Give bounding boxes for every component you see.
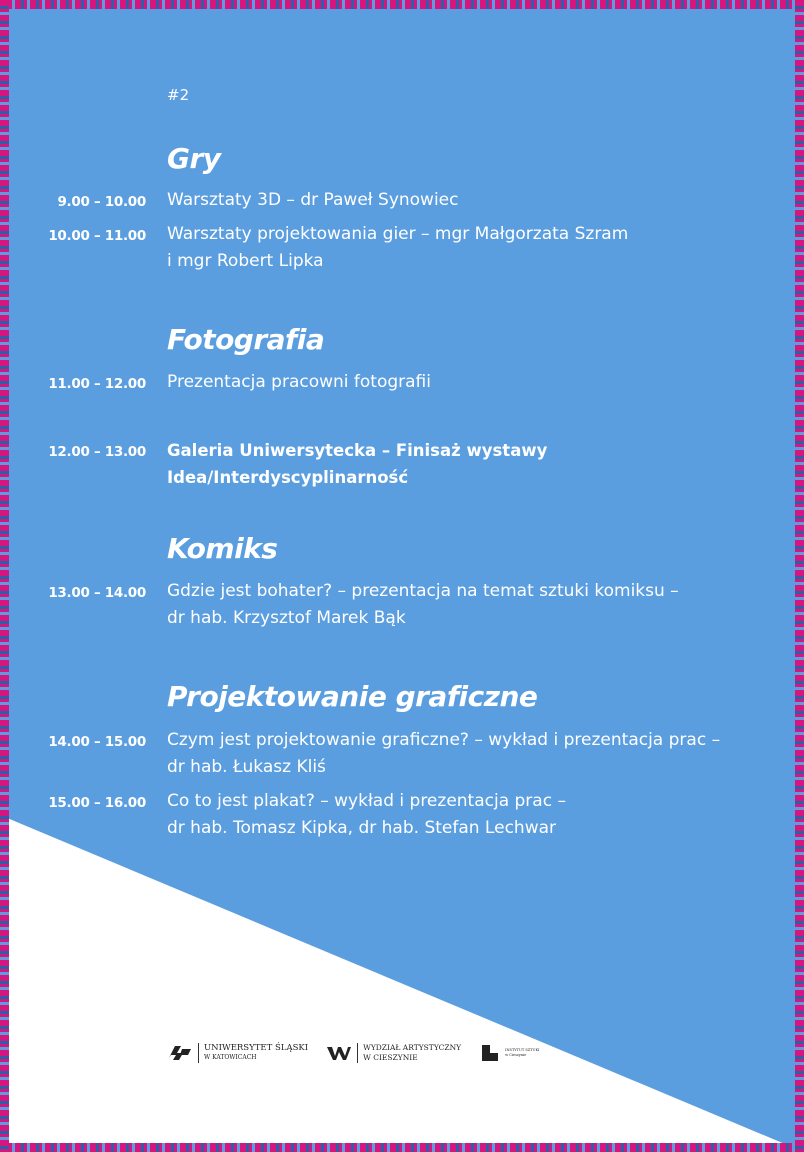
- sponsor-logos: [167, 1040, 539, 1066]
- event-line: Galeria Uniwersytecka – Finisaż wystawy: [167, 441, 548, 460]
- event-time: 13.00 – 14.00: [48, 585, 146, 601]
- event-time: 15.00 – 16.00: [48, 795, 146, 811]
- section-title-komiks: Komiks: [167, 532, 278, 565]
- section-title-projektowanie: Projektowanie graficzne: [167, 680, 538, 713]
- section-title-fotografia: Fotografia: [167, 323, 325, 356]
- isz-emblem-icon: [481, 1044, 499, 1062]
- event-description: [167, 221, 767, 275]
- wa-line1: WYDZIAŁ ARTYSTYCZNY: [363, 1043, 462, 1052]
- event-line: Prezentacja pracowni fotografii: [167, 372, 431, 392]
- event-time: 12.00 – 13.00: [48, 444, 146, 460]
- left-border: [0, 0, 9, 1152]
- instytut-sztuki-logo: [481, 1044, 539, 1062]
- event-line: Warsztaty projektowania gier – mgr Małgorzata Szram: [167, 224, 629, 244]
- isz-line2: w Cieszynie: [505, 1053, 527, 1057]
- event-line: Co to jest plakat? – wykład i prezentacja prac –: [167, 791, 566, 811]
- right-border: [795, 0, 804, 1152]
- event-line: Gdzie jest bohater? – prezentacja na temat sztuki komiksu –: [167, 581, 679, 601]
- wa-line2: W CIESZYNIE: [363, 1053, 418, 1062]
- event-description: [167, 727, 767, 781]
- wydzial-artystyczny-logo: [326, 1043, 461, 1063]
- isz-logo-text: [505, 1048, 539, 1058]
- us-line1: UNIWERSYTET ŚLĄSKI: [204, 1043, 309, 1053]
- event-line: Czym jest projektowanie graficzne? – wykład i prezentacja prac –: [167, 730, 721, 750]
- top-border: [0, 0, 804, 9]
- issue-number: #2: [167, 86, 190, 104]
- event-description: [167, 788, 767, 842]
- us-emblem-icon: [167, 1044, 193, 1062]
- section-title-gry: Gry: [167, 142, 221, 175]
- wa-emblem-icon: [326, 1044, 352, 1062]
- bottom-border: [0, 1143, 804, 1152]
- us-logo-text: [204, 1043, 308, 1063]
- event-line: dr hab. Łukasz Kliś: [167, 757, 326, 777]
- event-line: Warsztaty 3D – dr Paweł Synowiec: [167, 190, 459, 210]
- event-description: [167, 187, 767, 214]
- logo-divider: [198, 1043, 199, 1063]
- event-description: [167, 578, 767, 632]
- event-description: [167, 437, 767, 491]
- uniwersytet-slaski-logo: [167, 1043, 308, 1063]
- event-time: 10.00 – 11.00: [48, 228, 146, 244]
- event-line: Idea/Interdyscyplinarność: [167, 468, 409, 487]
- event-time: 9.00 – 10.00: [57, 194, 146, 210]
- us-line2: W KATOWICACH: [204, 1054, 257, 1061]
- event-time: 11.00 – 12.00: [48, 376, 146, 392]
- isz-line1: INSTYTUT SZTUKI: [505, 1048, 540, 1052]
- event-line: dr hab. Krzysztof Marek Bąk: [167, 608, 406, 628]
- event-time: 14.00 – 15.00: [48, 734, 146, 750]
- event-description: [167, 369, 767, 396]
- event-line: dr hab. Tomasz Kipka, dr hab. Stefan Lechwar: [167, 818, 556, 838]
- wa-logo-text: [363, 1043, 461, 1063]
- event-line: i mgr Robert Lipka: [167, 251, 324, 271]
- logo-divider: [357, 1043, 358, 1063]
